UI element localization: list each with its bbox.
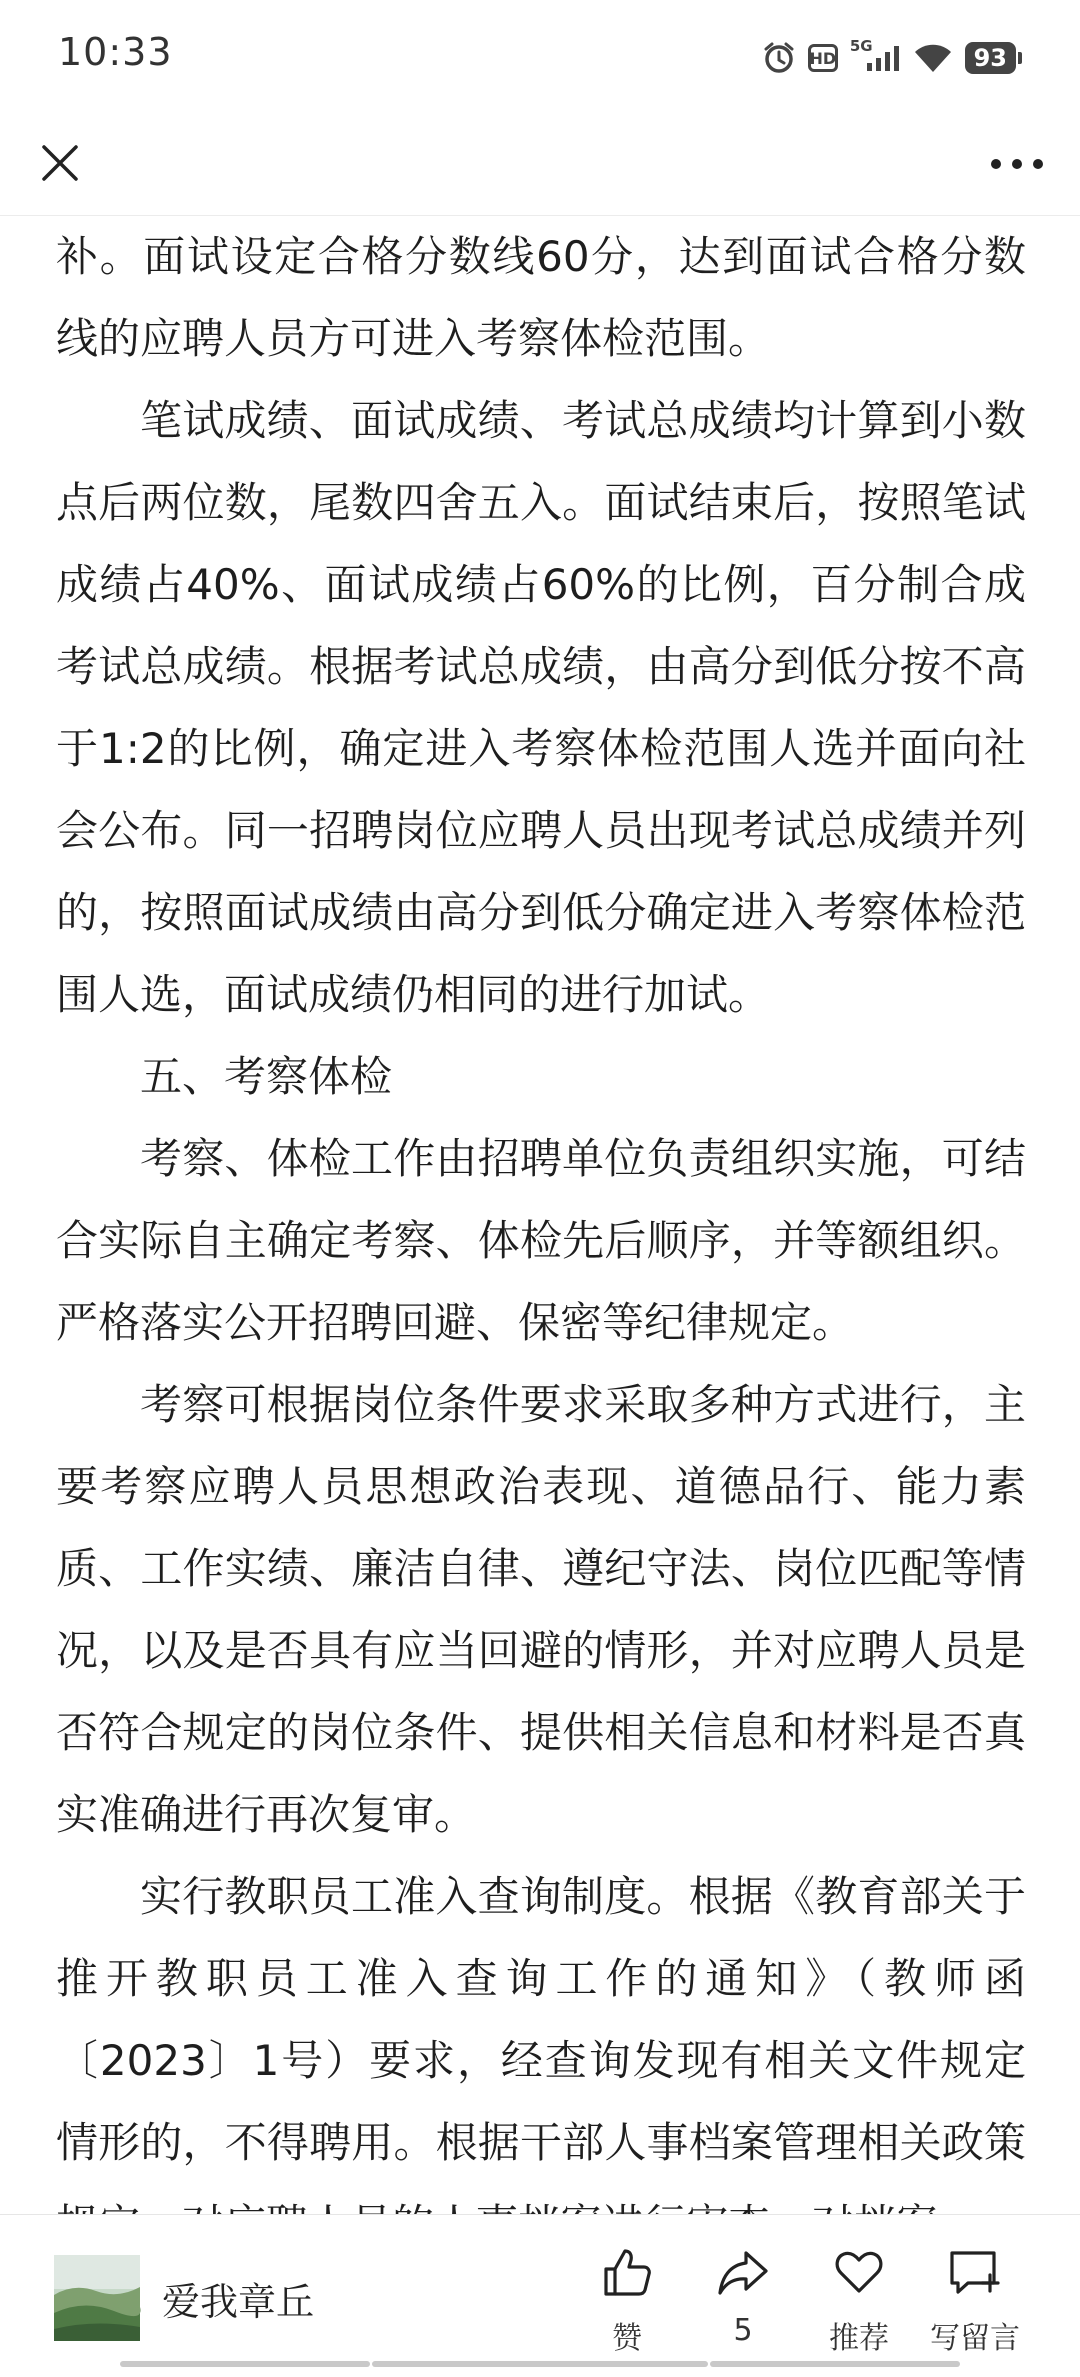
section-heading-5: 五、考察体检	[140, 1052, 393, 1101]
comment-icon	[946, 2245, 1004, 2303]
paragraph-4: 考察可根据岗位条件要求采取多种方式进行，主要考察应聘人员思想政治表现、道德品行、能力素质、工作实绩、廉洁自律、遵纪守法、岗位匹配等情况，以及是否具有应当回避的情形，并对应聘人员是否符合规定的岗位条件、提供相关信息和材料是否真实准确进行再次复审。	[56, 1380, 1026, 1839]
share-count: 5	[733, 2313, 753, 2348]
battery-level: 93	[965, 42, 1016, 74]
wifi-icon	[913, 42, 953, 74]
paragraph-1: 笔试成绩、面试成绩、考试总成绩均计算到小数点后两位数，尾数四舍五入。面试结束后，按照笔试成绩占40%、面试成绩占60%的比例，百分制合成考试总成绩。根据考试总成绩，由高分到低分按不高于1:2的比例，确定进入考察体检范围人选并面向社会公布。同一招聘岗位应聘人员出现考试总成绩并列的，按照面试成绩由高分到低分确定进入考察体检范围人选，面试成绩仍相同的进行加试。	[56, 396, 1026, 1019]
battery-icon	[1018, 52, 1022, 64]
avatar[interactable]	[54, 2255, 140, 2341]
network-type: 5G	[849, 37, 873, 55]
comment-button[interactable]	[920, 2245, 1030, 2357]
close-button[interactable]	[32, 137, 88, 193]
more-icon	[989, 156, 1045, 175]
cellular-signal-icon	[849, 37, 901, 73]
paragraph-3: 考察、体检工作由招聘单位负责组织实施，可结合实际自主确定考察、体检先后顺序，并等额组织。严格落实公开招聘回避、保密等纪律规定。	[56, 1134, 1026, 1347]
alarm-icon	[762, 41, 796, 75]
more-button[interactable]	[982, 137, 1052, 193]
article-content	[56, 216, 1026, 2266]
paragraph-0: 补。面试设定合格分数线60分，达到面试合格分数线的应聘人员方可进入考察体检范围。	[56, 232, 1026, 363]
share-button[interactable]	[688, 2245, 798, 2348]
status-time: 10:33	[58, 30, 173, 74]
thumbs-up-icon	[600, 2245, 654, 2303]
heart-icon	[832, 2245, 886, 2303]
like-button[interactable]	[572, 2245, 682, 2357]
account-name[interactable]: 爱我章丘	[162, 2280, 315, 2324]
like-label: 赞	[612, 2321, 642, 2356]
top-nav	[0, 115, 1080, 216]
hd-badge: HD	[808, 44, 838, 72]
status-icons	[762, 38, 1022, 78]
close-icon	[40, 143, 80, 187]
home-indicator-center	[372, 2361, 708, 2367]
recommend-button[interactable]	[804, 2245, 914, 2357]
home-indicator-right	[710, 2361, 960, 2367]
status-bar	[0, 0, 1080, 115]
bottom-bar	[0, 2214, 1080, 2377]
comment-label: 写留言	[930, 2321, 1020, 2356]
paragraph-5: 实行教职员工准入查询制度。根据《教育部关于推开教职员工准入查询工作的通知》（教师函〔2023〕1号）要求，经查询发现有相关文件规定情形的，不得聘用。根据干部人事档案管理相关政策	[56, 1872, 1026, 2167]
article-body[interactable]	[0, 216, 1080, 2214]
share-icon	[716, 2245, 770, 2303]
home-indicator-left	[120, 2361, 370, 2367]
recommend-label: 推荐	[829, 2321, 889, 2356]
